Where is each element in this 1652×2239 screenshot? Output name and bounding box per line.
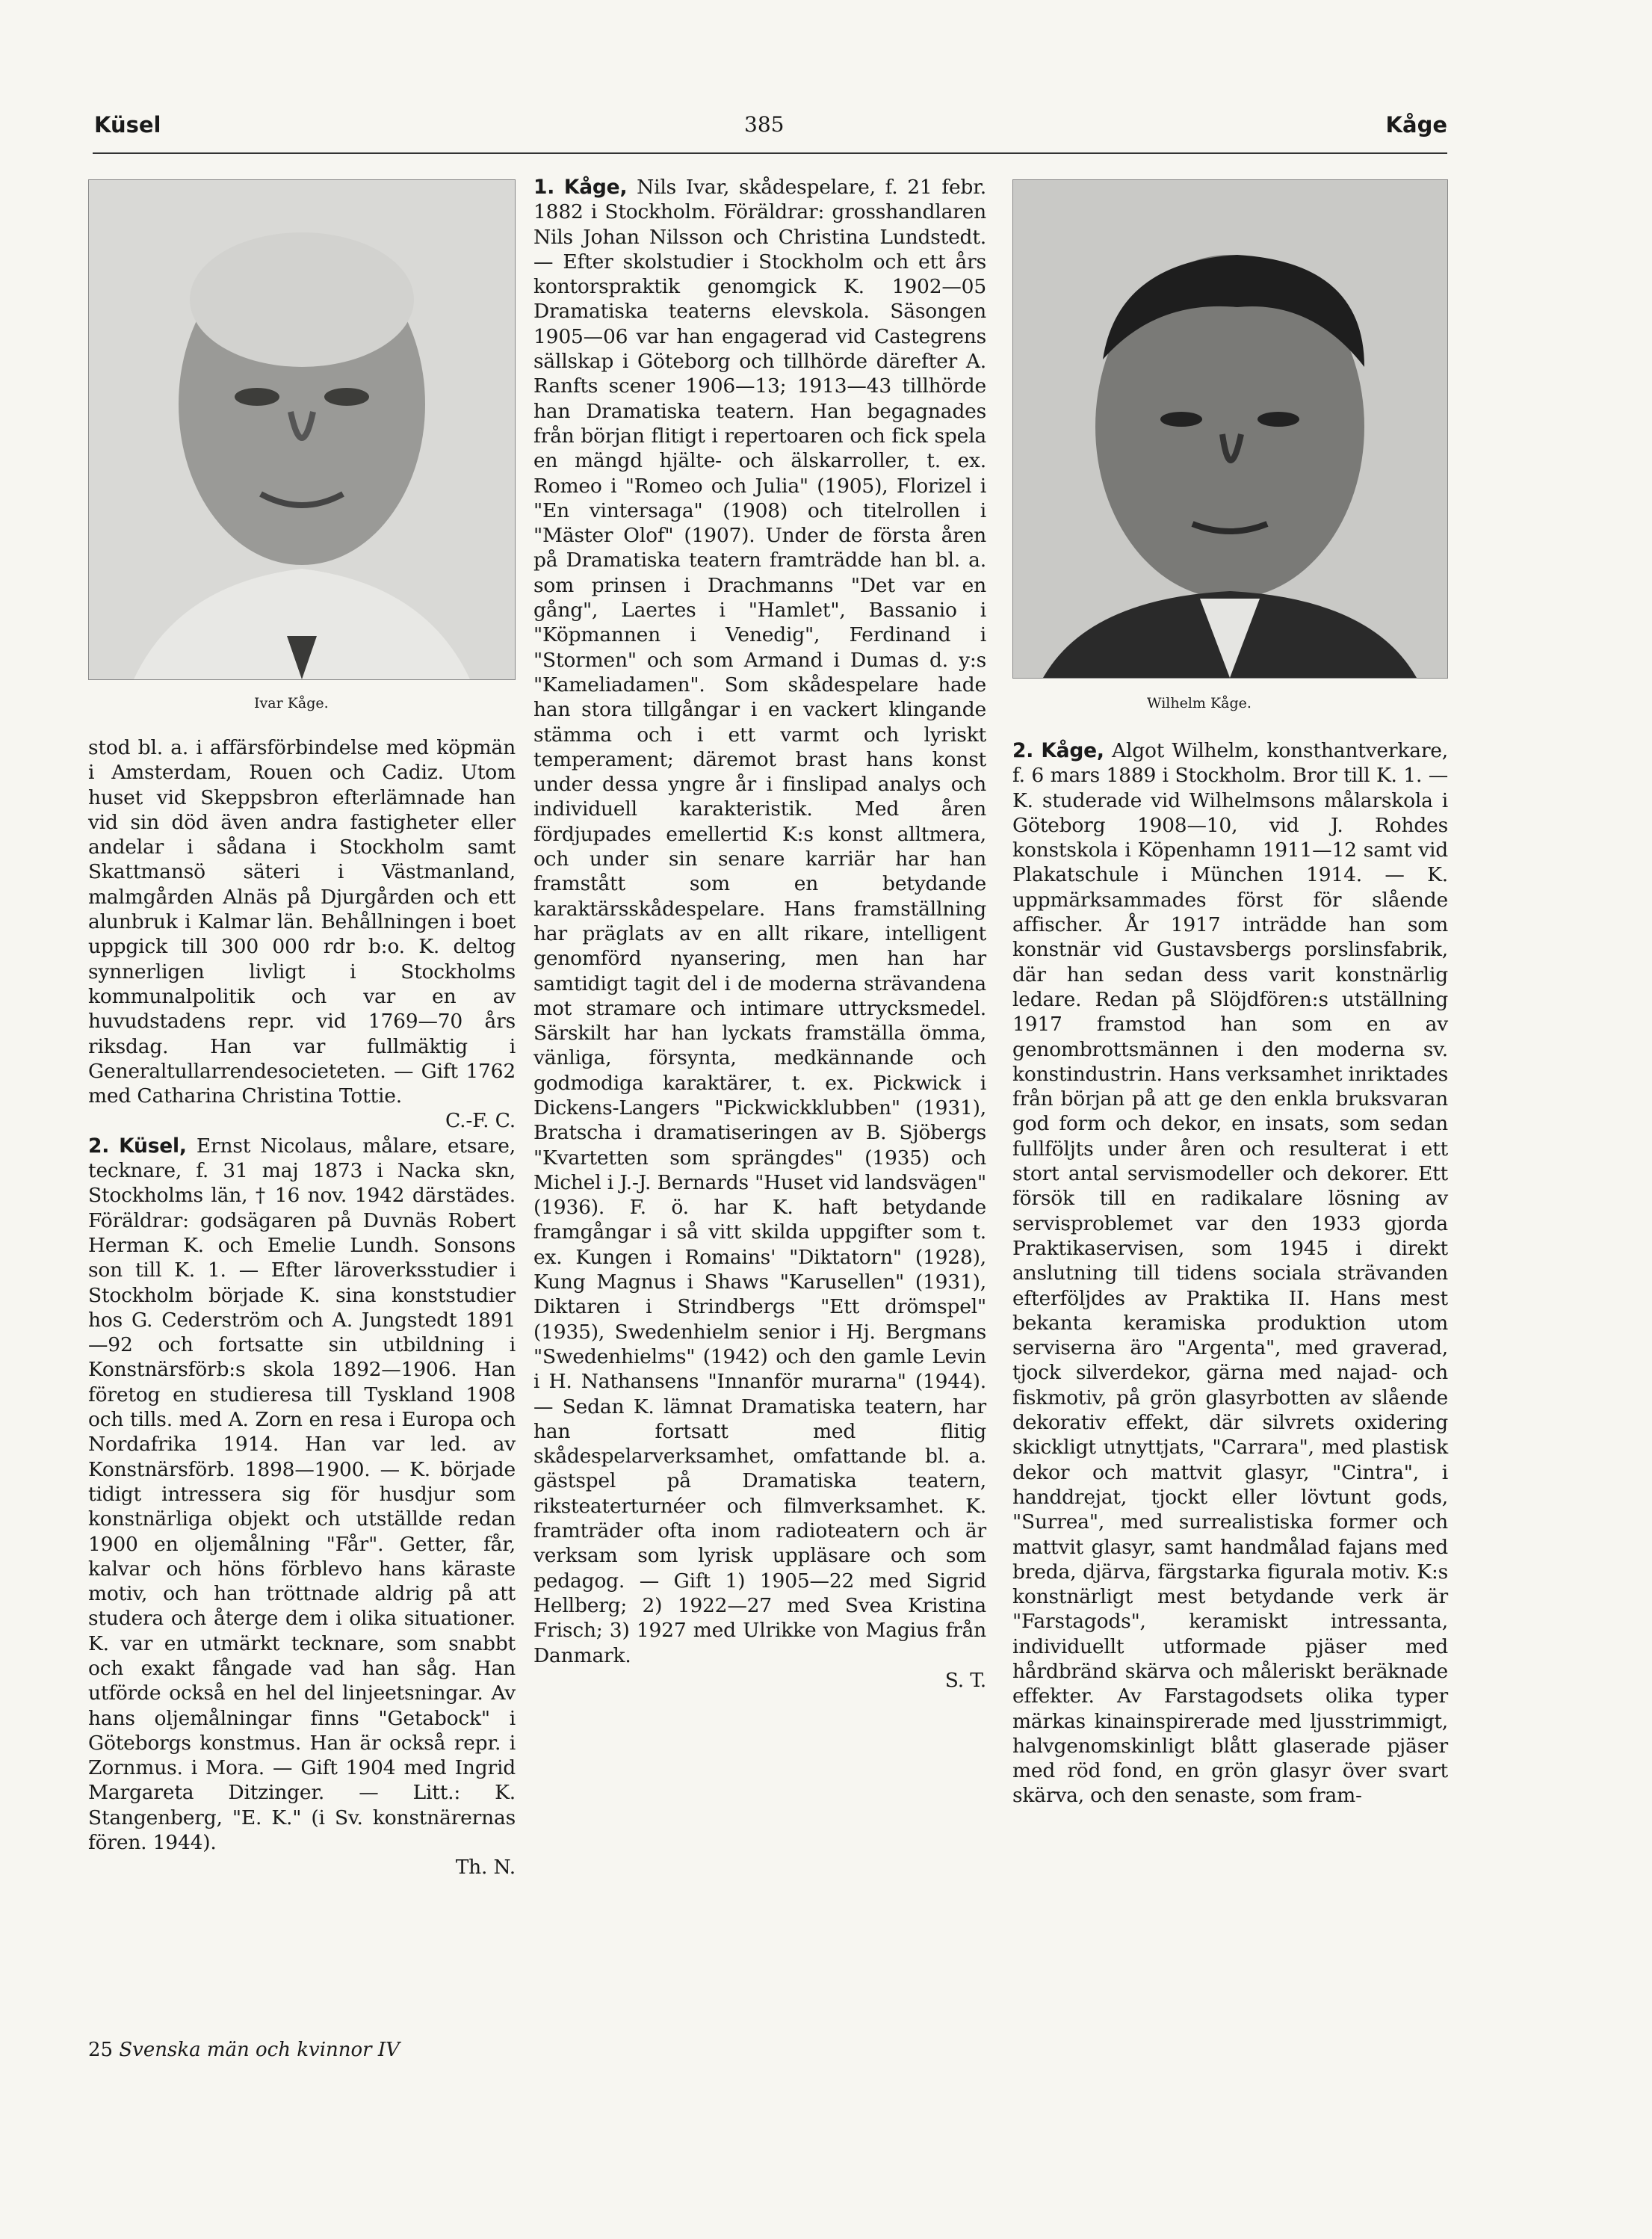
caption-wilhelm: Wilhelm Kåge. (1147, 695, 1252, 711)
signature-st: S. T. (944, 1668, 986, 1692)
entry-kage-1 (533, 175, 986, 1668)
header-rule (93, 152, 1447, 154)
running-head-right: Kåge (1385, 112, 1447, 138)
entry-kage-2 (1012, 738, 1448, 1809)
right-column-text (1012, 738, 1448, 1809)
left-column-text (88, 735, 516, 1880)
entry-headword: Kåge, (563, 176, 628, 199)
signature-cfc: C.-F. C. (445, 1109, 516, 1133)
footer-number: 25 (88, 2039, 114, 2061)
portrait-wilhelm-image (1013, 180, 1447, 678)
signature-thn: Th. N. (455, 1856, 516, 1880)
page-number: 385 (744, 112, 785, 137)
entry-headword: Kåge, (1041, 739, 1104, 762)
footer-title: Svenska män och kvinnor IV (119, 2039, 400, 2061)
portrait-ivar-kage (88, 179, 516, 680)
kusel-1-continuation: stod bl. a. i affärsförbindelse med köpmän i Amsterdam, Rouen och Cadiz. Utom huset vid Skeppsbron efterlämnade han vid sin död även andra fastigheter eller andelar i sådana i Stockholm samt Skattmansö säteri i Västmanland, malmgården Alnäs på Djurgården och ett alunbruk i Kalmar län. Behållningen i boet uppgick till 300 000 rdr b:o. K. deltog synnerligen livligt i Stockholms kommunalpolitik och var en av huvudstadens repr. vid 1769—70 års riksdag. Han var fullmäktig i Generaltullarrendesocieteten. — Gift 1762 med Catharina Christina Tottie. (88, 736, 516, 1108)
portrait-wilhelm-kage (1012, 179, 1448, 679)
caption-ivar: Ivar Kåge. (254, 695, 329, 711)
entry-number: 1. (533, 176, 555, 199)
entry-headword: Küsel, (119, 1134, 187, 1158)
footer (88, 2039, 400, 2061)
entry-kusel-2 (88, 1134, 516, 1856)
middle-column-text (533, 175, 986, 1693)
entry-number: 2. (1012, 739, 1034, 762)
running-head-left: Küsel (94, 112, 161, 138)
entry-body: Ernst Nicolaus, målare, etsare, tecknare, f. 31 maj 1873 i Nacka skn, Stockholms län, † 16 nov. 1942 därstädes. Föräldrar: godsägaren på Duvnäs Robert Herman K. och Emelie Lundh. Sonsons son till K. 1. — Efter läroverksstudier i Stockholm började K. sina konststudier hos G. Cederström och A. Jungstedt 1891—92 och fortsatte sin utbildning i Konstnärsförb:s skola 1892—1906. Han företog en studieresa till Tyskland 1908 och tills. med A. Zorn en resa i Europa och Nordafrika 1914. Han var led. av Konstnärsförb. 1898—1900. — K. började tidigt intressera sig för husdjur som konstnärliga objekt och utställde redan 1900 en oljemålning "Får". Getter, får, kalvar och höns förblevo hans käraste motiv, och han tröttnade aldrig på att studera och återge dem i olika situationer. K. var en utmärkt tecknare, som snabbt och exakt fångade vad han såg. Han utförde också en hel del linjeetsningar. Av hans oljemålningar finns "Getabock" i Göteborgs konstmus. Han är också repr. i Zornmus. i Mora. — Gift 1904 med Ingrid Margareta Ditzinger. — Litt.: K. Stangenberg, "E. K." (i Sv. konstnärernas fören. 1944). (88, 1134, 516, 1855)
portrait-ivar-image (89, 180, 515, 679)
entry-body: Algot Wilhelm, konsthantverkare, f. 6 mars 1889 i Stockholm. Bror till K. 1. — K. studerade vid Wilhelmsons målarskola i Göteborg 1908—10, vid J. Rohdes konstskola i Köpenhamn 1911—12 samt vid Plakatschule i München 1914. — K. uppmärksammades först för slående affischer. År 1917 inträdde han som konstnär vid Gustavsbergs porslinsfabrik, där han sedan dess varit konstnärlig ledare. Redan på Slöjdfören:s utställning 1917 framstod han som en av genombrottsmännen i den moderna sv. konstindustrin. Hans verksamhet inriktades från början på att ge den enkla bruksvaran god form och dekor, en insats, som sedan fullföljts under åren och resulterat i ett stort antal servismodeller och dekorer. Ett försök till en radikalare lösning av servisproblemet var den 1933 gjorda Praktikaservisen, som 1945 i direkt anslutning till tidens sociala strävanden efterföljdes av Praktika II. Hans mest bekanta keramiska produktion utom serviserna äro "Argenta", med graverad, tjock silverdekor, gärna med najad- och fiskmotiv, på grön glasyrbotten av slående dekorativ effekt, där silvrets oxidering skickligt utnyttjats, "Carrara", med plastisk dekor och mattvit glasyr, "Cintra", i handdrejat, tjockt eller lövtunt gods, "Surrea", med surrealistiska former och mattvit glasyr, samt handmålad fajans med breda, djärva, färgstarka figurala motiv. K:s konstnärligt mest betydande verk är "Farstagods", keramiskt intressanta, individuellt utformade pjäser med hårdbränd skärva och måleriskt beräknade effekter. Av Farstagodsets olika typer märkas kinainspirerade med ljusstrimmigt, halvgenomskinligt blått glaserade pjäser med röd fond, en grön glasyr över svart skärva, och den senaste, som fram- (1012, 739, 1448, 1808)
entry-body: Nils Ivar, skådespelare, f. 21 febr. 1882 i Stockholm. Föräldrar: grosshandlaren Nils Johan Nilsson och Christina Lundstedt. — Efter skolstudier i Stockholm och ett års kontorspraktik genomgick K. 1902—05 Dramatiska teaterns elevskola. Säsongen 1905—06 var han engagerad vid Castegrens sällskap i Göteborg och tillhörde därefter A. Ranfts scener 1906—13; 1913—43 tillhörde han Dramatiska teatern. Han begagnades från början flitigt i repertoaren och fick spela en mängd hjälte- och älskarroller, t. ex. Romeo i "Romeo och Julia" (1905), Florizel i "En vintersaga" (1908) och titelrollen i "Mäster Olof" (1907). Under de första åren på Dramatiska teatern framträdde han bl. a. som prinsen i Drachmanns "Det var en gång", Laertes i "Hamlet", Bassanio i "Köpmannen i Venedig", Ferdinand i "Stormen" och som Armand i Dumas d. y:s "Kameliadamen". Som skådespelare hade han stora tillgångar i en vackert klingande stämma och i ett varmt och lyriskt temperament; däremot brast hans konst under dessa yngre år i finslipad analys och individuell karakteristik. Med åren fördjupades emellertid K:s konst alltmera, och under sin senare karriär har han framstått som en betydande karaktärsskådespelare. Hans framställning har präglats av en allt rikare, intelligent genomförd nyansering, men han har samtidigt tagit del i de moderna strävandena mot stramare och intimare uttrycksmedel. Särskilt har han lyckats framställa ömma, vänliga, försynta, medkännande och godmodiga karaktärer, t. ex. Pickwick i Dickens-Langers "Pickwickklubben" (1931), Bratscha i dramatiseringen av B. Sjöbergs "Kvartetten som sprängdes" (1935) och Michel i J.-J. Bernards "Huset vid landsvägen" (1936). F. ö. har K. haft betydande framgångar i så vitt skilda uppgifter som t. ex. Kungen i Romains' "Diktatorn" (1928), Kung Magnus i Shaws "Karusellen" (1931), Diktaren i Strindbergs "Ett drömspel" (1935), Swedenhielm senior i Hj. Bergmans "Swedenhielms" (1942) och den gamle Levin i H. Nathansens "Innanför murarna" (1944). — Sedan K. lämnat Dramatiska teatern, har han fortsatt med flitig skådespelarverksamhet, omfattande bl. a. gästspel på Dramatiska teatern, riksteaterturnéer och filmverksamhet. K. framträder ofta inom radioteatern och är verksam som lyrisk uppläsare och som pedagog. — Gift 1) 1905—22 med Sigrid Hellberg; 2) 1922—27 med Svea Kristina Frisch; 3) 1927 med Ulrikke von Magius från Danmark. (533, 176, 986, 1667)
entry-number: 2. (88, 1134, 110, 1158)
